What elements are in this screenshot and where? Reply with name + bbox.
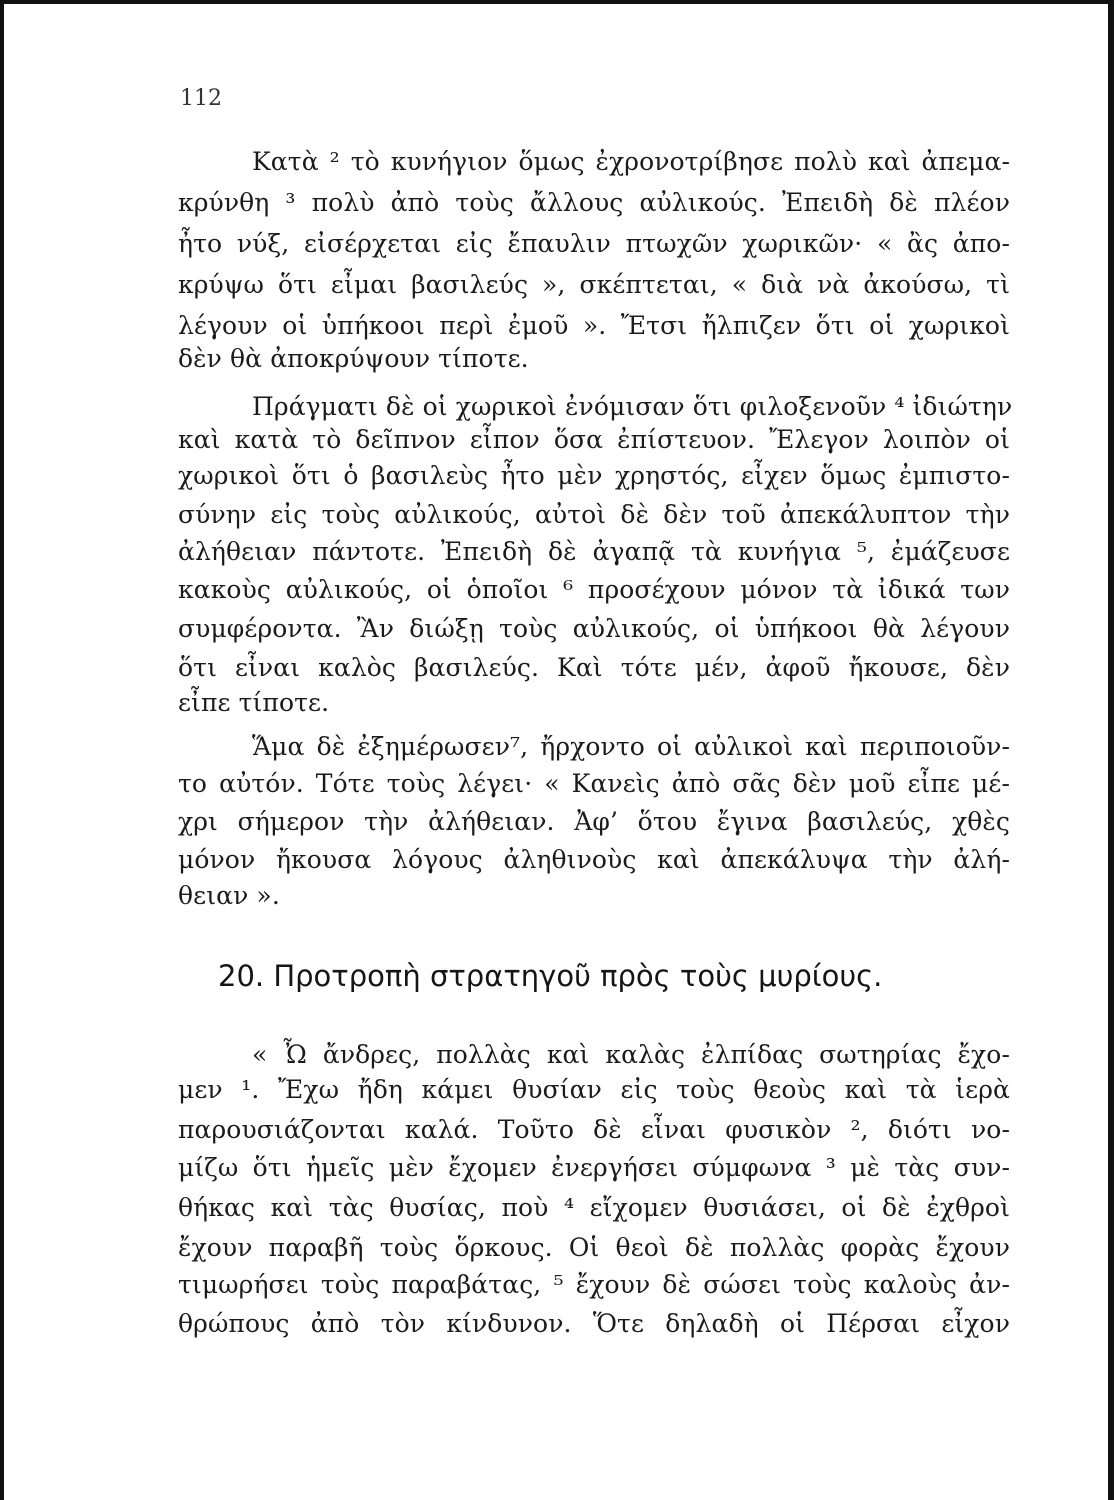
text-line: χρι σήμερον τὴν ἀλήθειαν. Ἀφ’ ὅτου ἔγινα βασιλεύς, χθὲς bbox=[178, 807, 1010, 836]
text-line: Ἅμα δὲ ἐξημέρωσεν⁷, ἤρχοντο οἱ αὐλικοὶ καὶ περιποιοῦν- bbox=[252, 732, 1010, 761]
text-line: μόνον ἤκουσα λόγους ἀληθινοὺς καὶ ἀπεκάλυψα τὴν ἀλή- bbox=[178, 845, 1010, 874]
text-line: Πράγματι δὲ οἱ χωρικοὶ ἐνόμισαν ὅτι φιλοξενοῦν ⁴ ἰδιώτην bbox=[252, 392, 1013, 421]
scan-border-left bbox=[0, 0, 4, 1500]
page-number: 112 bbox=[180, 86, 222, 111]
text-line: θειαν ». bbox=[178, 881, 280, 910]
text-line: λέγουν οἱ ὑπήκοοι περὶ ἐμοῦ ». Ἔτσι ἤλπιζεν ὅτι οἱ χωρικοὶ bbox=[178, 311, 1010, 340]
text-line: τιμωρήσει τοὺς παραβάτας, ⁵ ἔχουν δὲ σώσει τοὺς καλοὺς ἀν- bbox=[178, 1270, 1010, 1299]
text-line: σύνην εἰς τοὺς αὐλικούς, αὐτοὶ δὲ δὲν τοῦ ἀπεκάλυπτον τὴν bbox=[178, 500, 1010, 529]
text-line: « Ὦ ἄνδρες, πολλὰς καὶ καλὰς ἐλπίδας σωτηρίας ἔχο- bbox=[252, 1040, 1010, 1069]
text-line: κακοὺς αὐλικούς, οἱ ὁποῖοι ⁶ προσέχουν μόνον τὰ ἰδικά των bbox=[178, 575, 1010, 604]
scan-border-top bbox=[0, 0, 1114, 4]
text-line: δὲν θὰ ἀποκρύψουν τίποτε. bbox=[178, 344, 529, 373]
text-line: θήκας καὶ τὰς θυσίας, ποὺ ⁴ εἴχομεν θυσιάσει, οἱ δὲ ἐχθροὶ bbox=[178, 1193, 1010, 1222]
text-line: ὅτι εἶναι καλὸς βασιλεύς. Καὶ τότε μέν, ἀφοῦ ἤκουσε, δὲν bbox=[178, 653, 1010, 682]
text-line: κρύνθη ³ πολὺ ἀπὸ τοὺς ἄλλους αὐλικούς. Ἐπειδὴ δὲ πλέον bbox=[178, 188, 1010, 217]
text-line: ἔχουν παραβῆ τοὺς ὅρκους. Οἱ θεοὶ δὲ πολλὰς φορὰς ἔχουν bbox=[178, 1233, 1010, 1262]
text-line: το αὐτόν. Τότε τοὺς λέγει· « Κανεὶς ἀπὸ σᾶς δὲν μοῦ εἶπε μέ- bbox=[178, 769, 1010, 798]
section-heading: 20. Προτροπὴ στρατηγοῦ πρὸς τοὺς μυρίους. bbox=[218, 959, 883, 993]
scan-border-right bbox=[1108, 0, 1114, 1500]
text-line: συμφέροντα. Ἂν διώξῃ τοὺς αὐλικούς, οἱ ὑπήκοοι θὰ λέγουν bbox=[178, 614, 1010, 643]
text-line: χωρικοὶ ὅτι ὁ βασιλεὺς ἦτο μὲν χρηστός, εἶχεν ὅμως ἐμπιστο- bbox=[178, 461, 1010, 490]
text-line: μεν ¹. Ἔχω ἤδη κάμει θυσίαν εἰς τοὺς θεοὺς καὶ τὰ ἱερὰ bbox=[178, 1075, 1010, 1104]
text-line: μίζω ὅτι ἡμεῖς μὲν ἔχομεν ἐνεργήσει σύμφωνα ³ μὲ τὰς συν- bbox=[178, 1153, 1010, 1182]
text-line: εἶπε τίποτε. bbox=[178, 688, 330, 717]
text-line: κρύψω ὅτι εἶμαι βασιλεύς », σκέπτεται, « διὰ νὰ ἀκούσω, τὶ bbox=[178, 270, 1010, 299]
text-line: καὶ κατὰ τὸ δεῖπνον εἶπον ὅσα ἐπίστευον. Ἔλεγον λοιπὸν οἱ bbox=[178, 425, 1010, 454]
text-line: ἦτο νύξ, εἰσέρχεται εἰς ἔπαυλιν πτωχῶν χωρικῶν· « ἂς ἀπο- bbox=[178, 229, 1010, 258]
text-line: ἀλήθειαν πάντοτε. Ἐπειδὴ δὲ ἀγαπᾷ τὰ κυνήγια ⁵, ἐμάζευσε bbox=[178, 537, 1010, 566]
text-line: Κατὰ ² τὸ κυνήγιον ὅμως ἐχρονοτρίβησε πολὺ καὶ ἀπεμα- bbox=[252, 147, 1010, 176]
text-line: παρουσιάζονται καλά. Τοῦτο δὲ εἶναι φυσικὸν ², διότι νο- bbox=[178, 1115, 1010, 1144]
text-line: θρώπους ἀπὸ τὸν κίνδυνον. Ὅτε δηλαδὴ οἱ Πέρσαι εἶχον bbox=[178, 1309, 1010, 1338]
